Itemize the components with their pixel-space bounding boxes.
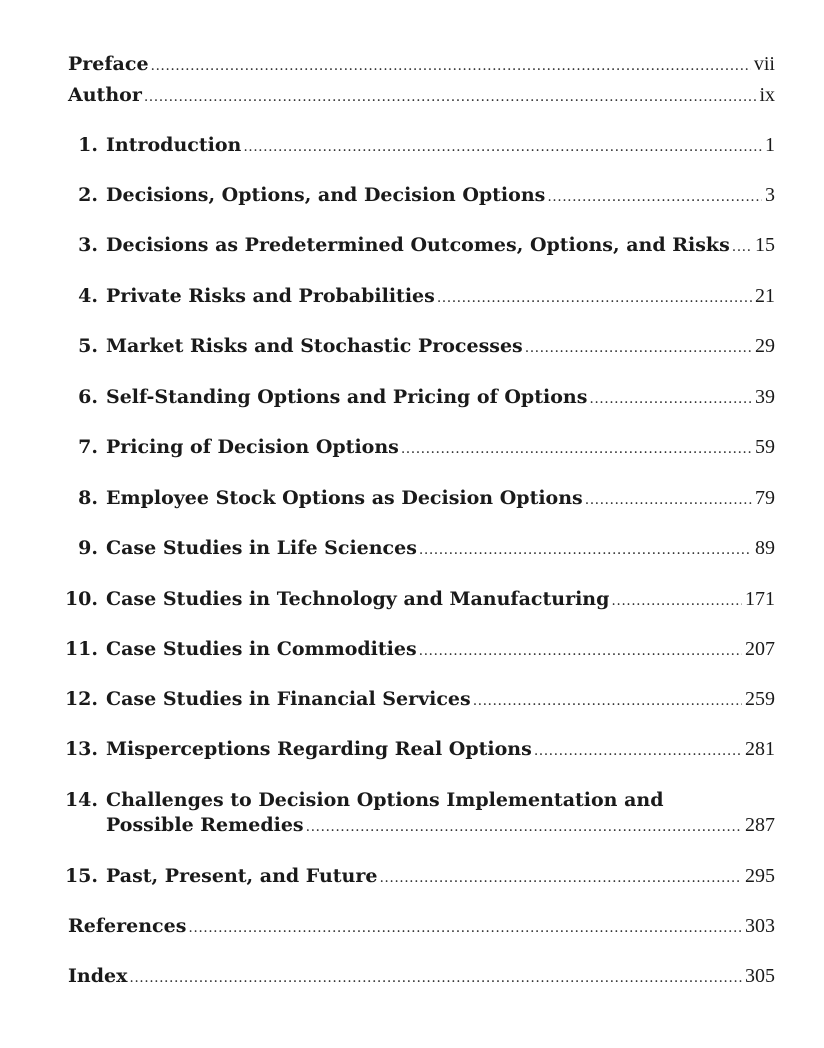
- chapter-number: 6.: [78, 386, 98, 408]
- dot-leader: [379, 865, 742, 891]
- dot-leader: [585, 487, 752, 513]
- toc-page: 21: [755, 285, 775, 307]
- chapter-number: 11.: [64, 638, 98, 660]
- toc-entry-index[interactable]: [0, 963, 824, 989]
- toc-entry-chapter-4[interactable]: [0, 283, 824, 309]
- toc-entry-chapter-12[interactable]: [0, 686, 824, 712]
- dot-leader: [188, 915, 742, 941]
- chapter-number: 15.: [64, 865, 98, 887]
- dot-leader: [473, 688, 742, 714]
- chapter-number: 12.: [64, 688, 98, 710]
- dot-leader: [401, 436, 752, 462]
- toc-entry-preface[interactable]: [0, 51, 824, 77]
- toc-title: Self-Standing Options and Pricing of Options: [106, 386, 588, 408]
- toc-page: 287: [745, 814, 775, 836]
- toc-page: 1: [765, 134, 775, 156]
- toc-entry-chapter-5[interactable]: [0, 333, 824, 359]
- chapter-number: 2.: [78, 184, 98, 206]
- toc-title: References: [68, 915, 187, 937]
- toc-entry-references[interactable]: [0, 913, 824, 939]
- toc-title: Case Studies in Technology and Manufacturing: [106, 588, 610, 610]
- toc-title: Preface: [68, 53, 149, 75]
- dot-leader: [151, 53, 751, 79]
- toc-entry-chapter-9[interactable]: [0, 535, 824, 561]
- toc-entry-chapter-7[interactable]: [0, 434, 824, 460]
- dot-leader: [611, 588, 742, 614]
- dot-leader: [732, 234, 752, 260]
- toc-page: 39: [755, 386, 775, 408]
- chapter-number: 8.: [78, 487, 98, 509]
- dot-leader: [547, 184, 762, 210]
- toc-title: Index: [68, 965, 128, 987]
- toc-page: 3: [765, 184, 775, 206]
- toc-title: Case Studies in Life Sciences: [106, 537, 417, 559]
- toc-page: 89: [755, 537, 775, 559]
- toc-entry-chapter-13[interactable]: [0, 736, 824, 762]
- chapter-number: 9.: [78, 537, 98, 559]
- dot-leader: [144, 84, 757, 110]
- toc-title: Introduction: [106, 134, 242, 156]
- toc-page: 259: [745, 688, 775, 710]
- toc-page: 171: [745, 588, 775, 610]
- dot-leader: [437, 285, 752, 311]
- toc-title: Decisions as Predetermined Outcomes, Options, and Risks: [106, 234, 730, 256]
- toc-title-line1: Challenges to Decision Options Implementation and: [106, 789, 664, 811]
- toc-entry-chapter-15[interactable]: [0, 863, 824, 889]
- toc-entry-chapter-11[interactable]: [0, 636, 824, 662]
- toc-page: 29: [755, 335, 775, 357]
- chapter-number: 1.: [78, 134, 98, 156]
- chapter-number: 3.: [78, 234, 98, 256]
- toc-page: 305: [745, 965, 775, 987]
- toc-title: Pricing of Decision Options: [106, 436, 399, 458]
- toc-page: ix: [759, 84, 775, 106]
- toc-entry-chapter-8[interactable]: [0, 485, 824, 511]
- toc-entry-chapter-2[interactable]: [0, 182, 824, 208]
- toc-entry-author[interactable]: [0, 82, 824, 108]
- toc-page: 295: [745, 865, 775, 887]
- toc-title: Misperceptions Regarding Real Options: [106, 738, 532, 760]
- toc-title: Employee Stock Options as Decision Options: [106, 487, 583, 509]
- toc-title: Case Studies in Financial Services: [106, 688, 471, 710]
- toc-page: vii: [753, 53, 775, 75]
- chapter-number: 13.: [64, 738, 98, 760]
- chapter-number: 7.: [78, 436, 98, 458]
- toc-entry-chapter-6[interactable]: [0, 384, 824, 410]
- dot-leader: [534, 738, 742, 764]
- toc-page: 15: [755, 234, 775, 256]
- toc-page: 79: [755, 487, 775, 509]
- dot-leader: [419, 537, 752, 563]
- dot-leader: [525, 335, 752, 361]
- toc-entry-chapter-10[interactable]: [0, 586, 824, 612]
- toc-title: Author: [68, 84, 142, 106]
- toc-entry-chapter-14[interactable]: [0, 787, 824, 839]
- chapter-number: 10.: [64, 588, 98, 610]
- toc-entry-chapter-3[interactable]: [0, 232, 824, 258]
- chapter-number: 4.: [78, 285, 98, 307]
- toc-title: Past, Present, and Future: [106, 865, 378, 887]
- toc-title: Private Risks and Probabilities: [106, 285, 435, 307]
- dot-leader: [589, 386, 752, 412]
- toc-entry-chapter-1[interactable]: [0, 132, 824, 158]
- toc-page: 281: [745, 738, 775, 760]
- chapter-number: 14.: [64, 789, 98, 811]
- dot-leader: [306, 814, 742, 840]
- dot-leader: [129, 965, 742, 991]
- toc-title: Market Risks and Stochastic Processes: [106, 335, 523, 357]
- toc-page: 303: [745, 915, 775, 937]
- toc-page: 207: [745, 638, 775, 660]
- chapter-number: 5.: [78, 335, 98, 357]
- toc-title: Case Studies in Commodities: [106, 638, 417, 660]
- dot-leader: [419, 638, 742, 664]
- dot-leader: [243, 134, 762, 160]
- toc-title: Decisions, Options, and Decision Options: [106, 184, 546, 206]
- toc-page: 59: [755, 436, 775, 458]
- toc-title: Possible Remedies: [106, 814, 304, 836]
